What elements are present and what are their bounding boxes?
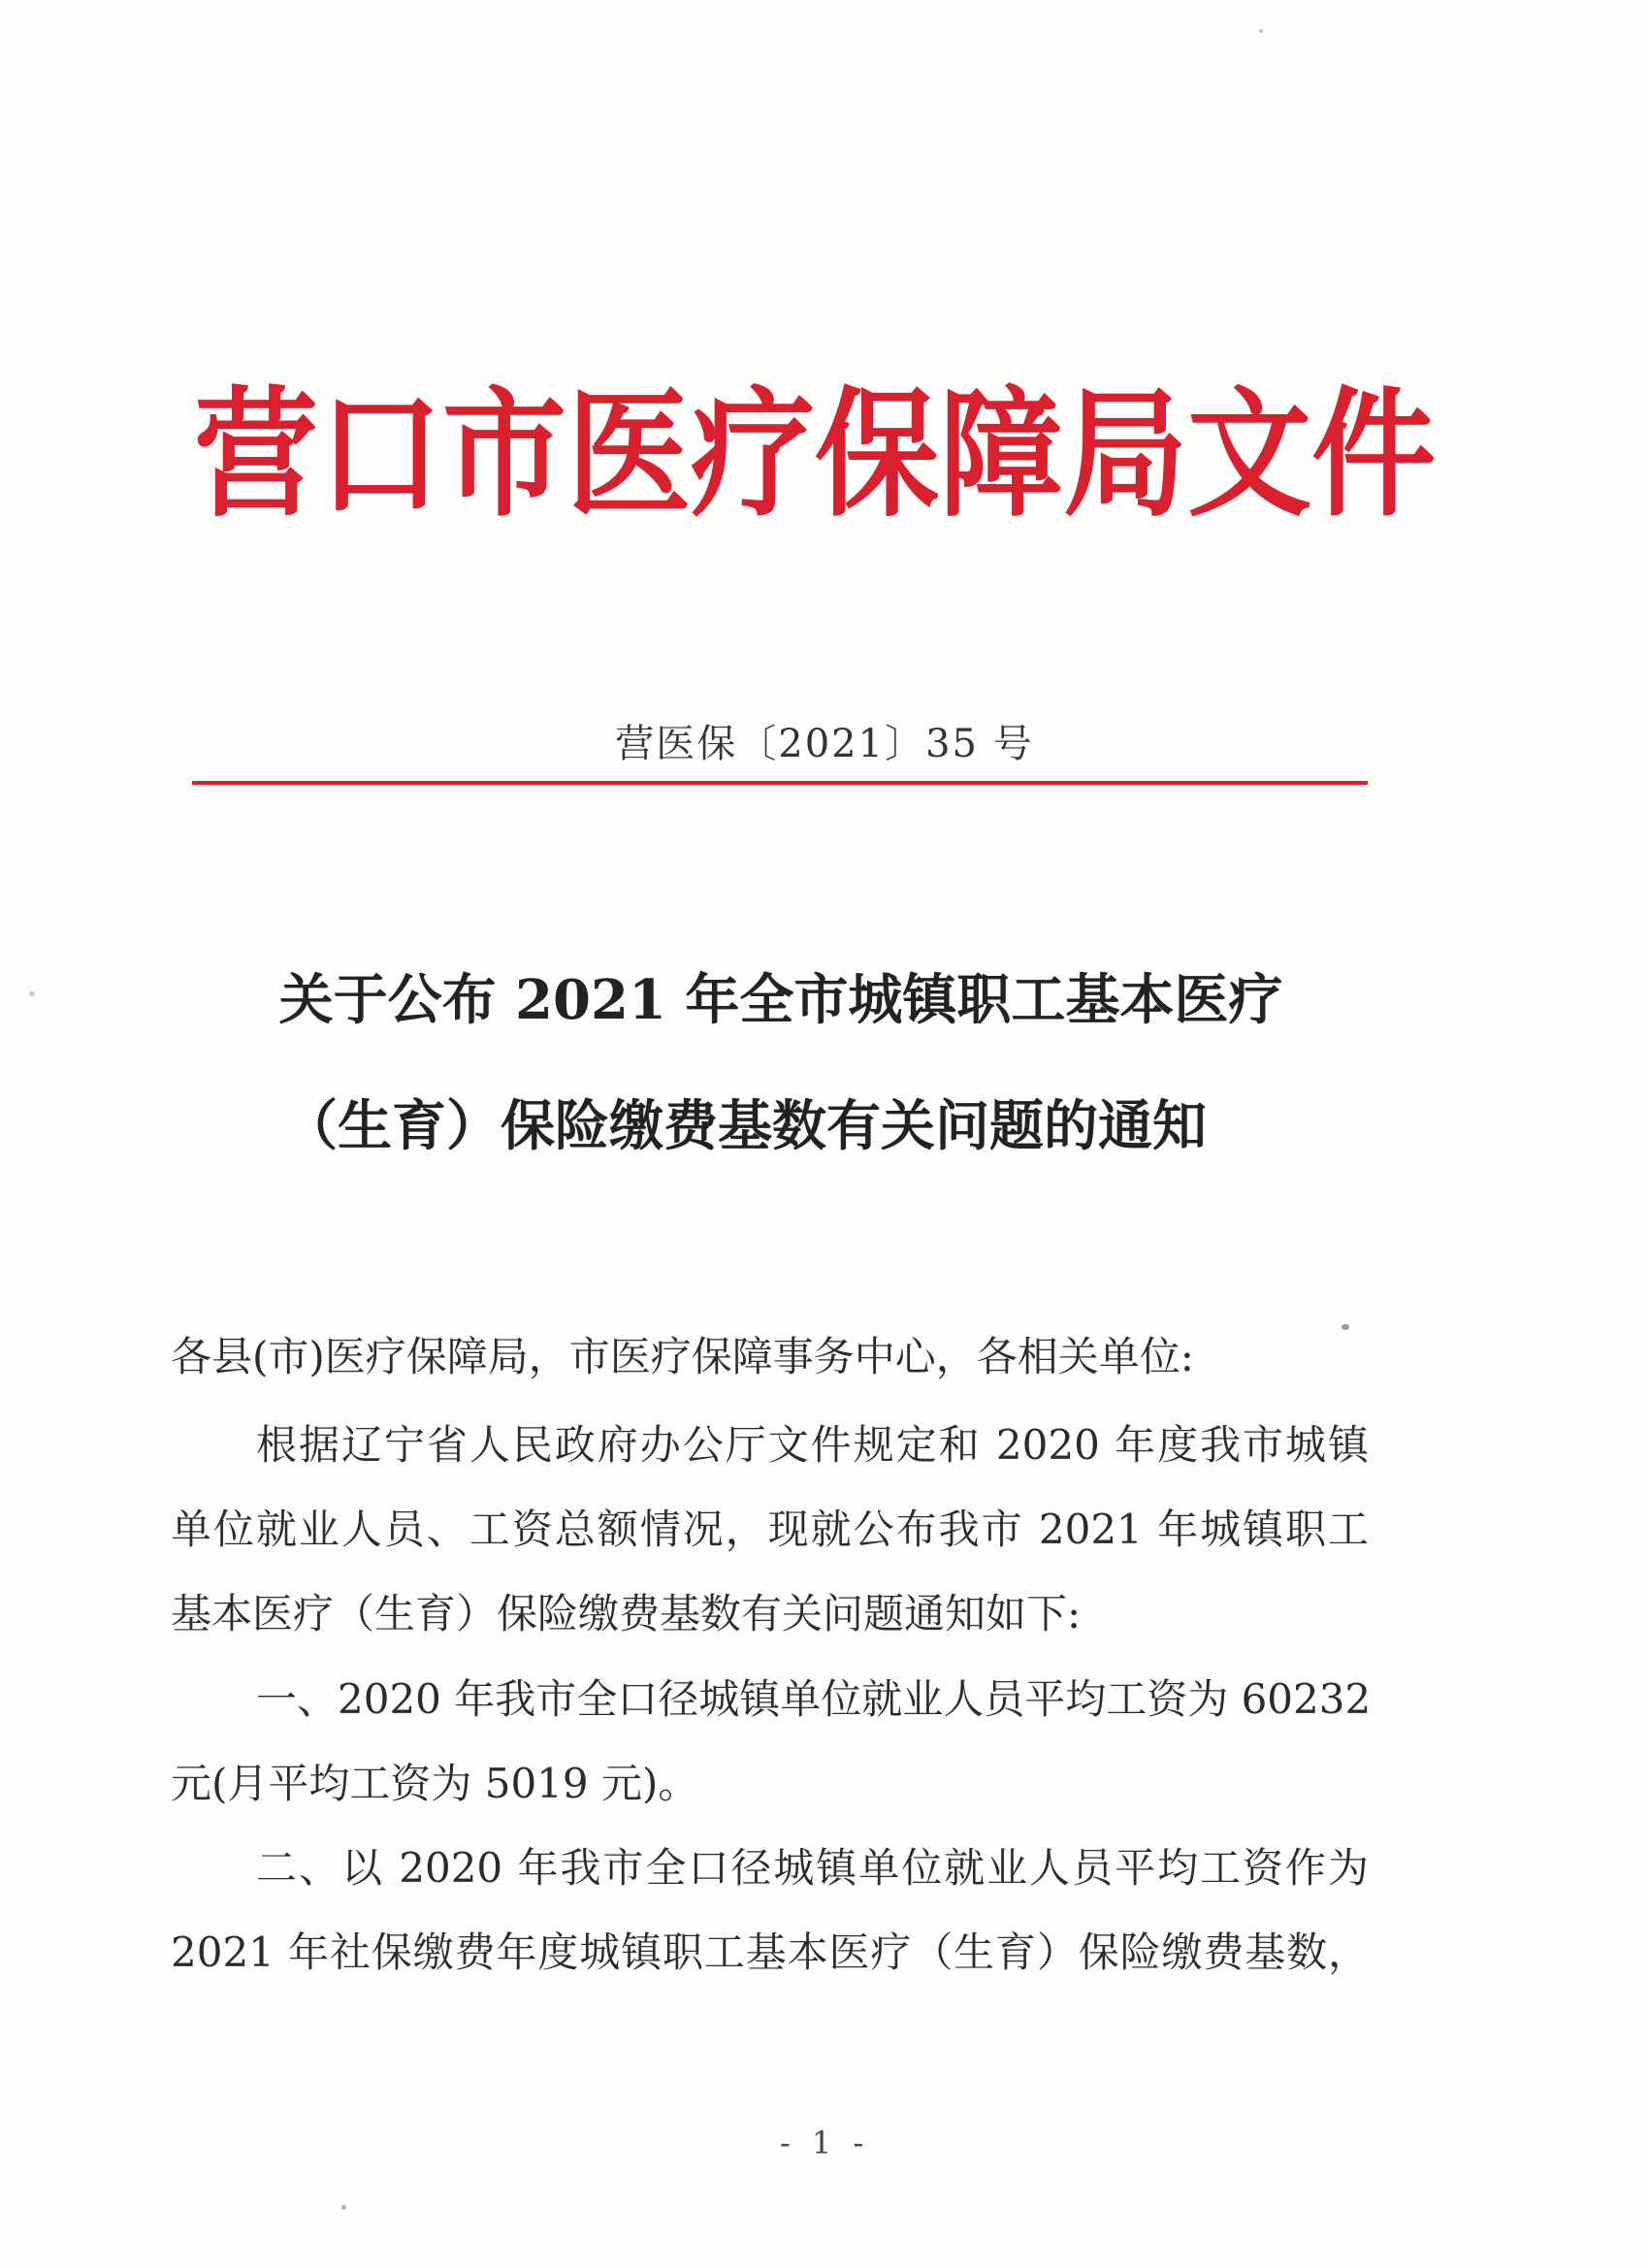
paragraph-2-line-2: 元(月平均工资为 5019 元)。 — [171, 1760, 699, 1807]
masthead-char: 营 — [194, 374, 319, 536]
paragraph-1-line-3: 基本医疗（生育）保险缴费基数有关问题通知如下: — [171, 1590, 1082, 1637]
paragraph-1-line-2: 单位就业人员、工资总额情况，现就公布我市 2021 年城镇职工 — [171, 1506, 1369, 1553]
red-separator-line — [192, 781, 1368, 785]
masthead-char: 文 — [1187, 374, 1312, 536]
masthead-char: 保 — [815, 374, 940, 536]
scan-speck — [1342, 1324, 1349, 1330]
notice-title-line-1: 关于公布 2021 年全市城镇职工基本医疗 — [278, 968, 1283, 1032]
paragraph-3-line-2: 2021 年社保缴费年度城镇职工基本医疗（生育）保险缴费基数， — [171, 1928, 1369, 1976]
scan-speck — [341, 2205, 346, 2210]
scan-speck — [1259, 29, 1263, 33]
addressee-line: 各县(市)医疗保障局，市医疗保障事务中心，各相关单位: — [171, 1333, 1194, 1380]
masthead-char: 障 — [939, 374, 1064, 536]
masthead-char: 疗 — [691, 374, 816, 536]
masthead-char: 局 — [1063, 374, 1188, 536]
masthead-char: 医 — [566, 374, 692, 536]
notice-title-line-2: （生育）保险缴费基数有关问题的通知 — [283, 1094, 1207, 1158]
masthead-char: 市 — [442, 374, 567, 536]
masthead-title — [194, 373, 1437, 538]
paragraph-1-line-1: 根据辽宁省人民政府办公厅文件规定和 2020 年度我市城镇 — [256, 1421, 1369, 1469]
document-number: 营医保〔2021〕35 号 — [615, 722, 1034, 766]
paragraph-3-line-1: 二、以 2020 年我市全口径城镇单位就业人员平均工资作为 — [256, 1844, 1369, 1892]
masthead-char: 口 — [318, 374, 443, 536]
page-number: - 1 - — [779, 2124, 870, 2161]
paragraph-2-line-1: 一、2020 年我市全口径城镇单位就业人员平均工资为 60232 — [256, 1675, 1372, 1723]
masthead-char: 件 — [1311, 374, 1437, 536]
scan-speck — [29, 991, 35, 996]
